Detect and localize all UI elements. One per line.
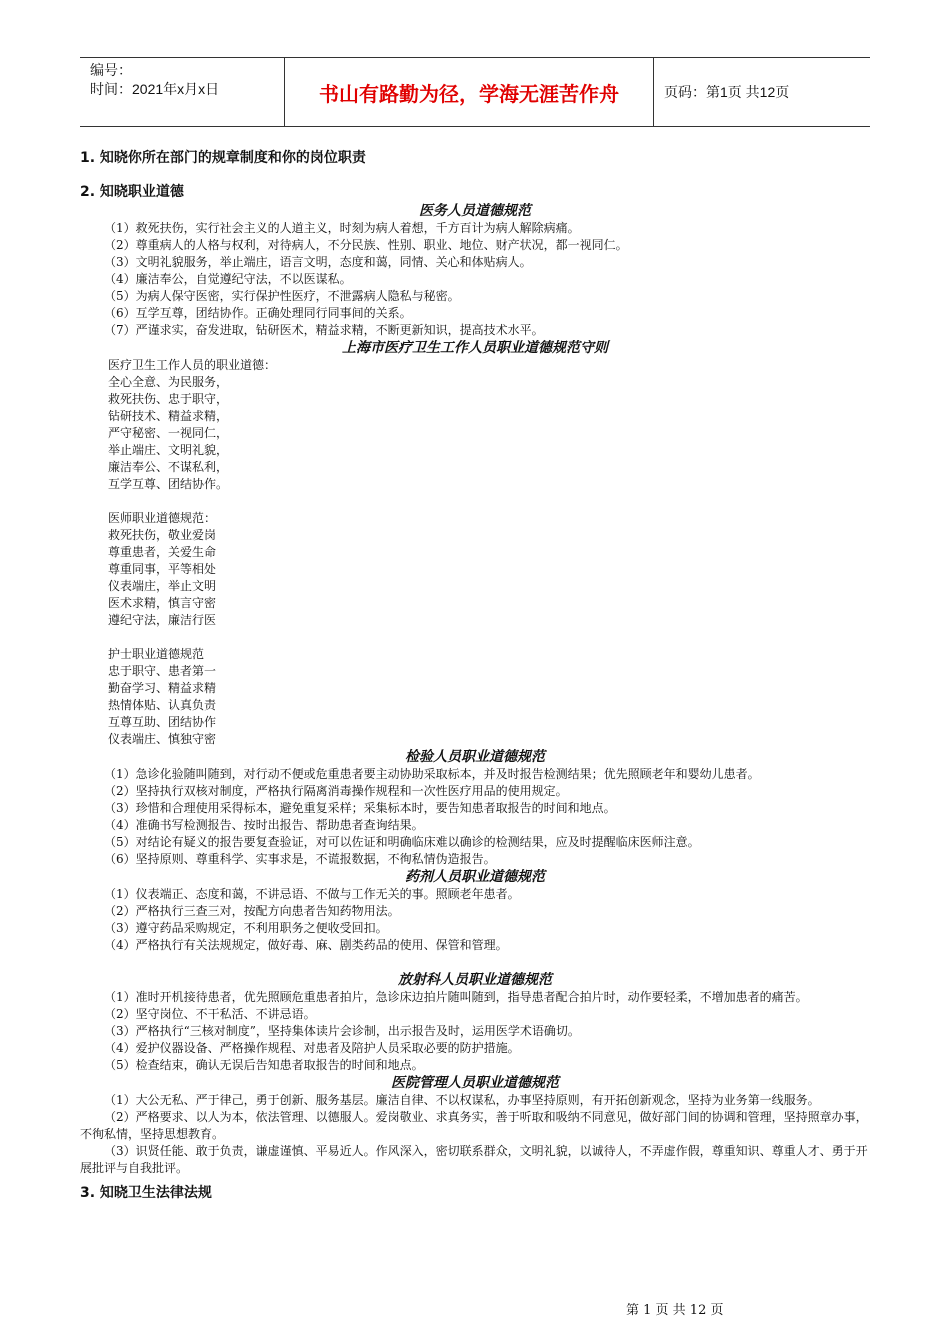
list-item: （2）坚持执行双核对制度，严格执行隔离消毒操作规程和一次性医疗用品的使用规定。 (104, 784, 568, 798)
subsection-title-shanghai: 上海市医疗卫生工作人员职业道德规范守则 (342, 340, 608, 356)
list-item: 全心全意、为民服务， (108, 375, 229, 389)
subsection-title-lab: 检验人员职业道德规范 (405, 749, 545, 765)
list-item: 医师职业道德规范： (108, 511, 217, 525)
list-item: 互学互尊、团结协作。 (108, 477, 229, 491)
list-item: （1）仪表端正、态度和蔼，不讲忌语、不做与工作无关的事。照顾老年患者。 (104, 887, 520, 901)
list-item: （3）严格执行“三核对制度”，坚持集体读片会诊制，出示报告及时，运用医学术语确切。 (104, 1024, 580, 1038)
section-heading-2: 2. 知晓职业道德 (80, 184, 184, 200)
management-list (80, 1092, 870, 1177)
list-item: （2）坚守岗位、不干私活、不讲忌语。 (104, 1007, 316, 1021)
subsection-title-radiology: 放射科人员职业道德规范 (398, 972, 552, 988)
list-item: （3）珍惜和合理使用采得标本，避免重复采样；采集标本时，要告知患者取报告的时间和地点。 (104, 801, 616, 815)
lab-list (80, 766, 870, 868)
list-item: 忠于职守、患者第一 (108, 664, 217, 678)
document-body (80, 148, 870, 1203)
list-item: 遵纪守法，廉洁行医 (108, 613, 217, 627)
list-item: 举止端庄、文明礼貌， (108, 443, 229, 457)
list-item: 严守秘密、一视同仁， (108, 426, 229, 440)
list-item: （5）为病人保守医密，实行保护性医疗，不泄露病人隐私与秘密。 (104, 289, 460, 303)
list-item: （3）文明礼貌服务，举止端庄，语言文明，态度和蔼，同情、关心和体贴病人。 (104, 255, 532, 269)
list-item: （1）急诊化验随叫随到，对行动不便或危重患者要主动协助采取标本，并及时报告检测结果；优先照顾老年和婴幼儿患者。 (104, 767, 760, 781)
list-item: 医术求精，慎言守密 (108, 596, 217, 610)
medical-staff-list (80, 220, 870, 339)
list-item: 热情体贴、认真负责 (108, 698, 217, 712)
header-meta (80, 58, 284, 126)
list-item: （4）爱护仪器设备、严格操作规程、对患者及陪护人员采取必要的防护措施。 (104, 1041, 520, 1055)
list-item: （2）尊重病人的人格与权利，对待病人，不分民族、性别、职业、地位、财产状况，都一视同仁。 (104, 238, 628, 252)
doc-number-label: 编号： (90, 62, 132, 78)
radiology-list (80, 989, 870, 1074)
list-item: （4）严格执行有关法规规定，做好毒、麻、剧类药品的使用、保管和管理。 (104, 938, 508, 952)
header-page-label: 页码：第1页 共12页 (664, 84, 790, 100)
page-header (80, 57, 870, 127)
list-item: 医疗卫生工作人员的职业道德： (108, 358, 277, 372)
pharmacy-list (80, 886, 870, 954)
page-footer: 第 1 页 共 12 页 (626, 1303, 724, 1318)
subsection-title-management: 医院管理人员职业道德规范 (391, 1075, 559, 1091)
list-item: （2）严格要求、以人为本，依法管理、以德服人。爱岗敬业、求真务实，善于听取和吸纳不同意见，做好部门间的协调和管理，坚持照章办事，不徇私情，坚持思想教育。 (80, 1110, 868, 1141)
nurse-ethics-list (80, 646, 870, 748)
list-item: （1）准时开机接待患者，优先照顾危重患者拍片，急诊床边拍片随叫随到，指导患者配合拍片时，动作要轻柔，不增加患者的痛苦。 (104, 990, 808, 1004)
subsection-title-pharmacy: 药剂人员职业道德规范 (405, 869, 545, 885)
list-item: 救死扶伤、忠于职守， (108, 392, 229, 406)
doc-time-label: 时间：2021年x月x日 (90, 81, 220, 97)
list-item: 护士职业道德规范 (108, 647, 205, 661)
list-item: （3）遵守药品采购规定，不利用职务之便收受回扣。 (104, 921, 388, 935)
list-item: （5）检查结束，确认无误后告知患者取报告的时间和地点。 (104, 1058, 424, 1072)
list-item: （4）廉洁奉公，自觉遵纪守法，不以医谋私。 (104, 272, 352, 286)
list-item: 钻研技术、精益求精， (108, 409, 229, 423)
section-heading-1: 1. 知晓你所在部门的规章制度和你的岗位职责 (80, 150, 366, 166)
section-heading-3: 3. 知晓卫生法律法规 (80, 1185, 212, 1201)
list-item: （1）大公无私、严于律己，勇于创新、服务基层。廉洁自律、不以权谋私，办事坚持原则，有开拓创新观念，坚持为业务第一线服务。 (104, 1093, 820, 1107)
shanghai-general-list (80, 357, 870, 493)
list-item: 救死扶伤，敬业爱岗 (108, 528, 217, 542)
list-item: 尊重患者，关爱生命 (108, 545, 217, 559)
list-item: （1）救死扶伤，实行社会主义的人道主义，时刻为病人着想，千方百计为病人解除病痛。 (104, 221, 580, 235)
list-item: 仪表端庄、慎独守密 (108, 732, 217, 746)
doctor-ethics-list (80, 510, 870, 629)
list-item: （6）坚持原则、尊重科学、实事求是，不谎报数据，不徇私情伪造报告。 (104, 852, 496, 866)
list-item: （7）严谨求实，奋发进取，钻研医术，精益求精，不断更新知识，提高技术水平。 (104, 323, 544, 337)
list-item: （4）准确书写检测报告、按时出报告、帮助患者查询结果。 (104, 818, 424, 832)
list-item: （3）识贤任能、敢于负责，谦虚谨慎、平易近人。作风深入，密切联系群众，文明礼貌，以诚待人，不弄虚作假，尊重知识、尊重人才、勇于开展批评与自我批评。 (80, 1144, 868, 1175)
list-item: （5）对结论有疑义的报告要复查验证，对可以佐证和明确临床难以确诊的检测结果，应及时提醒临床医师注意。 (104, 835, 700, 849)
list-item: 廉洁奉公、不谋私利， (108, 460, 229, 474)
list-item: 尊重同事，平等相处 (108, 562, 217, 576)
header-motto: 书山有路勤为径，学海无涯苦作舟 (284, 58, 654, 126)
list-item: 仪表端庄，举止文明 (108, 579, 217, 593)
list-item: （2）严格执行三查三对，按配方向患者告知药物用法。 (104, 904, 400, 918)
list-item: 勤奋学习、精益求精 (108, 681, 217, 695)
subsection-title-medical-staff: 医务人员道德规范 (419, 203, 531, 219)
list-item: 互尊互助、团结协作 (108, 715, 217, 729)
list-item: （6）互学互尊，团结协作。正确处理同行同事间的关系。 (104, 306, 412, 320)
